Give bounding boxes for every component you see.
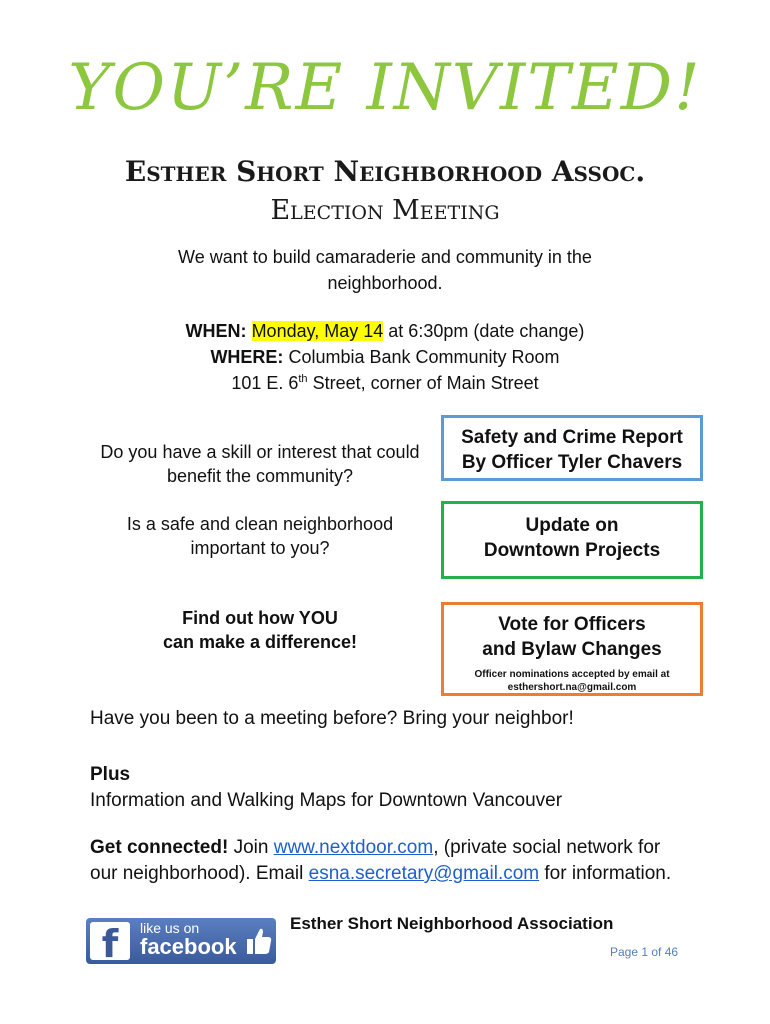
when-date: Monday, May 14	[251, 321, 384, 341]
facebook-like-badge[interactable]	[86, 918, 276, 964]
safety-line-2: By Officer Tyler Chavers	[461, 452, 683, 473]
address-line	[0, 370, 770, 396]
where-place: Columbia Bank Community Room	[288, 347, 560, 367]
vote-box	[441, 602, 703, 696]
nextdoor-link[interactable]: www.nextdoor.com	[273, 837, 434, 858]
connect-mid: , (private social network for our neighborhood). Email	[90, 837, 661, 884]
event-name: Election Meeting	[270, 195, 500, 226]
org-name: Esther Short Neighborhood Assoc.	[124, 155, 646, 188]
downtown-update-box	[441, 501, 703, 579]
call-to-action	[100, 606, 420, 654]
facebook-line-2: facebook	[140, 934, 237, 959]
connect-paragraph	[90, 835, 690, 887]
nominations-note-2: esthershort.na@gmail.com	[507, 682, 637, 693]
footer-association: Esther Short Neighborhood Association	[290, 914, 614, 933]
bring-neighbor-text: Have you been to a meeting before? Bring your neighbor!	[90, 708, 574, 729]
when-time: at 6:30pm (date change)	[383, 321, 585, 341]
cta-line-2: can make a difference!	[162, 632, 358, 652]
cta-line-1: Find out how YOU	[182, 608, 338, 628]
nominations-note-1: Officer nominations accepted by email at	[474, 669, 670, 680]
address-end: Street, corner of Main Street	[307, 373, 539, 393]
update-line-1: Update on	[525, 515, 619, 536]
connect-label: Get connected!	[90, 837, 229, 858]
vote-line-2: and Bylaw Changes	[482, 639, 662, 660]
intro-text	[0, 244, 770, 296]
intro-line: We want to build camaraderie and community in the neighborhood.	[178, 247, 592, 293]
thumbs-up-icon	[246, 926, 272, 956]
safety-report-box	[441, 415, 703, 481]
page-number: Page 1 of 46	[610, 945, 679, 959]
email-link[interactable]: esna.secretary@gmail.com	[308, 863, 540, 884]
plus-text: Information and Walking Maps for Downtown Vancouver	[90, 790, 563, 811]
update-line-2: Downtown Projects	[483, 540, 661, 561]
nominations-note	[444, 668, 700, 694]
facebook-logo-icon: f	[90, 922, 130, 960]
when-label: WHEN:	[185, 321, 247, 341]
event-details	[0, 318, 770, 396]
when-line	[0, 318, 770, 344]
where-label: WHERE:	[210, 347, 284, 367]
plus-section	[90, 762, 690, 814]
safety-line-1: Safety and Crime Report	[461, 427, 683, 448]
address-start: 101 E. 6	[231, 373, 299, 393]
question-safe: Is a safe and clean neighborhood important to you?	[126, 514, 394, 558]
vote-line-1: Vote for Officers	[498, 614, 646, 635]
where-line	[0, 344, 770, 370]
facebook-line-1: like us on	[140, 920, 200, 936]
address-ordinal: th	[298, 373, 308, 385]
plus-label: Plus	[90, 764, 131, 785]
connect-end: for information.	[539, 863, 672, 884]
connect-join: Join	[228, 837, 274, 858]
invite-title: YOU’RE INVITED!	[68, 51, 702, 125]
question-skill: Do you have a skill or interest that could benefit the community?	[100, 442, 420, 486]
